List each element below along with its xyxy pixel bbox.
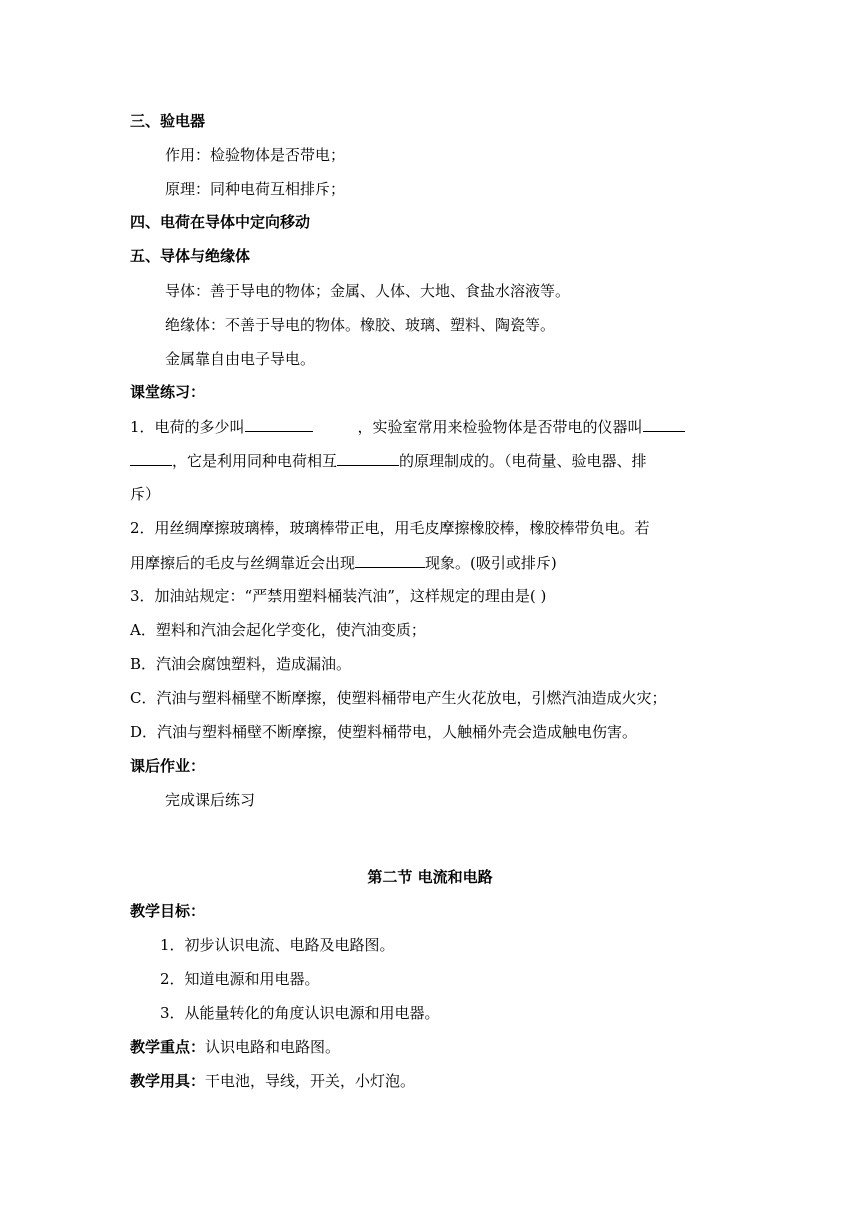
key-point-label: 教学重点： [130,1038,206,1056]
exercise-q1-line2 [130,449,647,471]
exercise-q3-stem: 3．加油站规定：“严禁用塑料桶装汽油”，这样规定的理由是( ) [130,587,547,605]
tools-line [130,1070,415,1092]
tools-label: 教学用具： [130,1072,206,1090]
q1-text-2: ，实验室常用来检验物体是否带电的仪器叫 [357,418,643,436]
q2-text-1: 用摩擦后的毛皮与丝绸靠近会出现 [130,554,356,572]
q1-text-4: 的原理制成的。（电荷量、验电器、排 [399,452,647,470]
section5-insulator: 绝缘体：不善于导电的物体。橡胶、玻璃、塑料、陶瓷等。 [165,316,556,334]
exercise-q2-line1: 2．用丝绸摩擦玻璃棒，玻璃棒带正电，用毛皮摩擦橡胶棒，橡胶棒带负电。若 [130,519,650,537]
key-point-line [130,1036,340,1058]
exercise-q1-line3: 斥） [130,485,161,503]
section3-principle: 原理：同种电荷互相排斥； [165,180,346,198]
q1-blank-3 [337,449,399,466]
goal-item: 3．从能量转化的角度认识电源和用电器。 [160,1004,440,1022]
q2-blank [355,551,425,568]
exercise-q1-line1 [130,415,685,437]
q1-text-3: ，它是利用同种电荷相互 [172,452,338,470]
exercise-heading: 课堂练习： [130,383,206,401]
q1-blank-2-cont [130,449,172,466]
goal-item: 2．知道电源和用电器。 [160,970,320,988]
section4-heading: 四、电荷在导体中定向移动 [130,213,311,231]
section3-function: 作用：检验物体是否带电； [165,146,346,164]
exercise-q3-option-b: B．汽油会腐蚀塑料，造成漏油。 [130,655,352,673]
section3-heading: 三、验电器 [130,112,206,130]
section-title: 第二节 电流和电路 [367,868,493,886]
goal-item: 1．初步认识电流、电路及电路图。 [160,936,395,954]
tools-value: 干电池，导线，开关，小灯泡。 [205,1072,416,1090]
goals-heading: 教学目标： [130,902,206,920]
homework-heading: 课后作业： [130,757,206,775]
homework-content: 完成课后练习 [165,791,256,809]
section5-metal: 金属靠自由电子导电。 [165,350,316,368]
q1-blank-2 [643,415,685,432]
section5-conductor: 导体：善于导电的物体；金属、人体、大地、食盐水溶液等。 [165,282,571,300]
key-point-value: 认识电路和电路图。 [205,1038,341,1056]
q1-text-1: 1．电荷的多少叫 [130,418,245,436]
exercise-q2-line2 [130,551,557,573]
exercise-q3-option-c: C．汽油与塑料桶壁不断摩擦，使塑料桶带电产生火花放电，引燃汽油造成火灾； [130,689,667,707]
exercise-q3-option-a: A．塑料和汽油会起化学变化，使汽油变质； [130,621,426,639]
q1-blank-1 [245,415,313,432]
section5-heading: 五、导体与绝缘体 [130,247,251,265]
exercise-q3-option-d: D．汽油与塑料桶壁不断摩擦，使塑料桶带电，人触桶外壳会造成触电伤害。 [130,723,638,741]
q2-text-2: 现象。(吸引或排斥) [425,554,557,572]
